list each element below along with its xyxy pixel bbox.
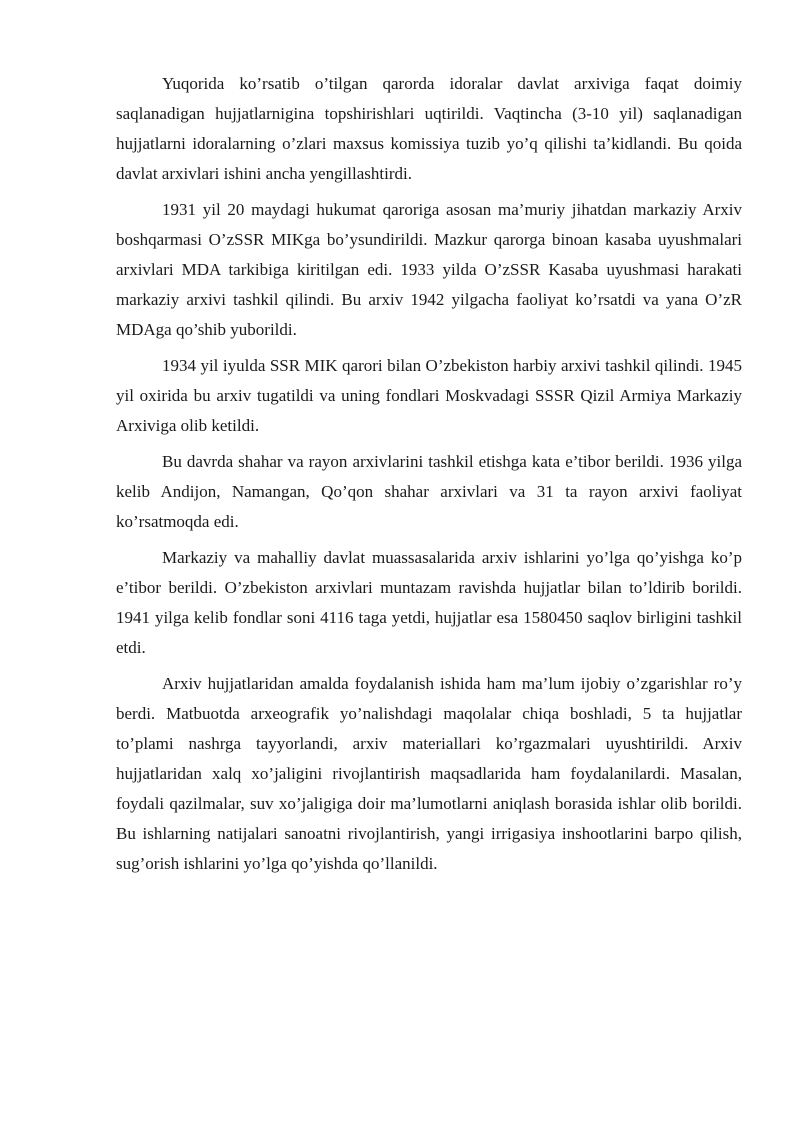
paragraph-3: 1934 yil iyulda SSR MIK qarori bilan O’zbekiston harbiy arxivi tashkil qilindi. 1945 yil oxirida bu arxiv tugatildi va uning fondlari Moskvadagi SSSR Qizil Armiya Markaziy Arxiviga olib ketildi. [116,356,742,435]
document-page [116,69,742,885]
paragraph-2: 1931 yil 20 maydagi hukumat qaroriga asosan ma’muriy jihatdan markaziy Arxiv boshqarmasi O’zSSR MIKga bo’ysundirildi. Mazkur qarorga binoan kasaba uyushmalari arxivlari MDA tarkibiga kiritilgan edi. 1933 yilda O’zSSR Kasaba uyushmasi harakati markaziy arxivi tashkil qilindi. Bu arxiv 1942 yilgacha faoliyat ko’rsatdi va yana O’zR MDAga qo’shib yuborildi. [116,200,742,339]
paragraph-4: Bu davrda shahar va rayon arxivlarini tashkil etishga kata e’tibor berildi. 1936 yilga kelib Andijon, Namangan, Qo’qon shahar arxivlari va 31 ta rayon arxivi faoliyat ko’rsatmoqda edi. [116,452,742,531]
paragraph-5: Markaziy va mahalliy davlat muassasalarida arxiv ishlarini yo’lga qo’yishga ko’p e’tibor berildi. O’zbekiston arxivlari muntazam ravishda hujjatlar bilan to’ldirib borildi. 1941 yilga kelib fondlar soni 4116 taga yetdi, hujjatlar esa 1580450 saqlov birligini tashkil etdi. [116,548,742,657]
paragraph-6: Arxiv hujjatlaridan amalda foydalanish ishida ham ma’lum ijobiy o’zgarishlar ro’y berdi. Matbuotda arxeografik yo’nalishdagi maqolalar chiqa boshladi, 5 ta hujjatlar to’plami nashrga tayyorlandi, arxiv materiallari ko’rgazmalari uyushtirildi. Arxiv hujjatlaridan xalq xo’jaligini rivojlantirish maqsadlarida ham foydalanilardi. Masalan, foydali qazilmalar, suv xo’jaligiga doir ma’lumotlarni aniqlash borasida ishlar olib borildi. Bu ishlarning natijalari sanoatni rivojlantirish, yangi irrigasiya inshootlarini barpo qilish, sug’orish ishlarini yo’lga qo’yishda qo’llanildi. [116,674,742,873]
paragraph-1: Yuqorida ko’rsatib o’tilgan qarorda idoralar davlat arxiviga faqat doimiy saqlanadigan hujjatlarnigina topshirishlari uqtirildi. Vaqtincha (3-10 yil) saqlanadigan hujjatlarni idoralarning o’zlari maxsus komissiya tuzib yo’q qilishi ta’kidlandi. Bu qoida davlat arxivlari ishini ancha yengillashtirdi. [116,74,742,183]
